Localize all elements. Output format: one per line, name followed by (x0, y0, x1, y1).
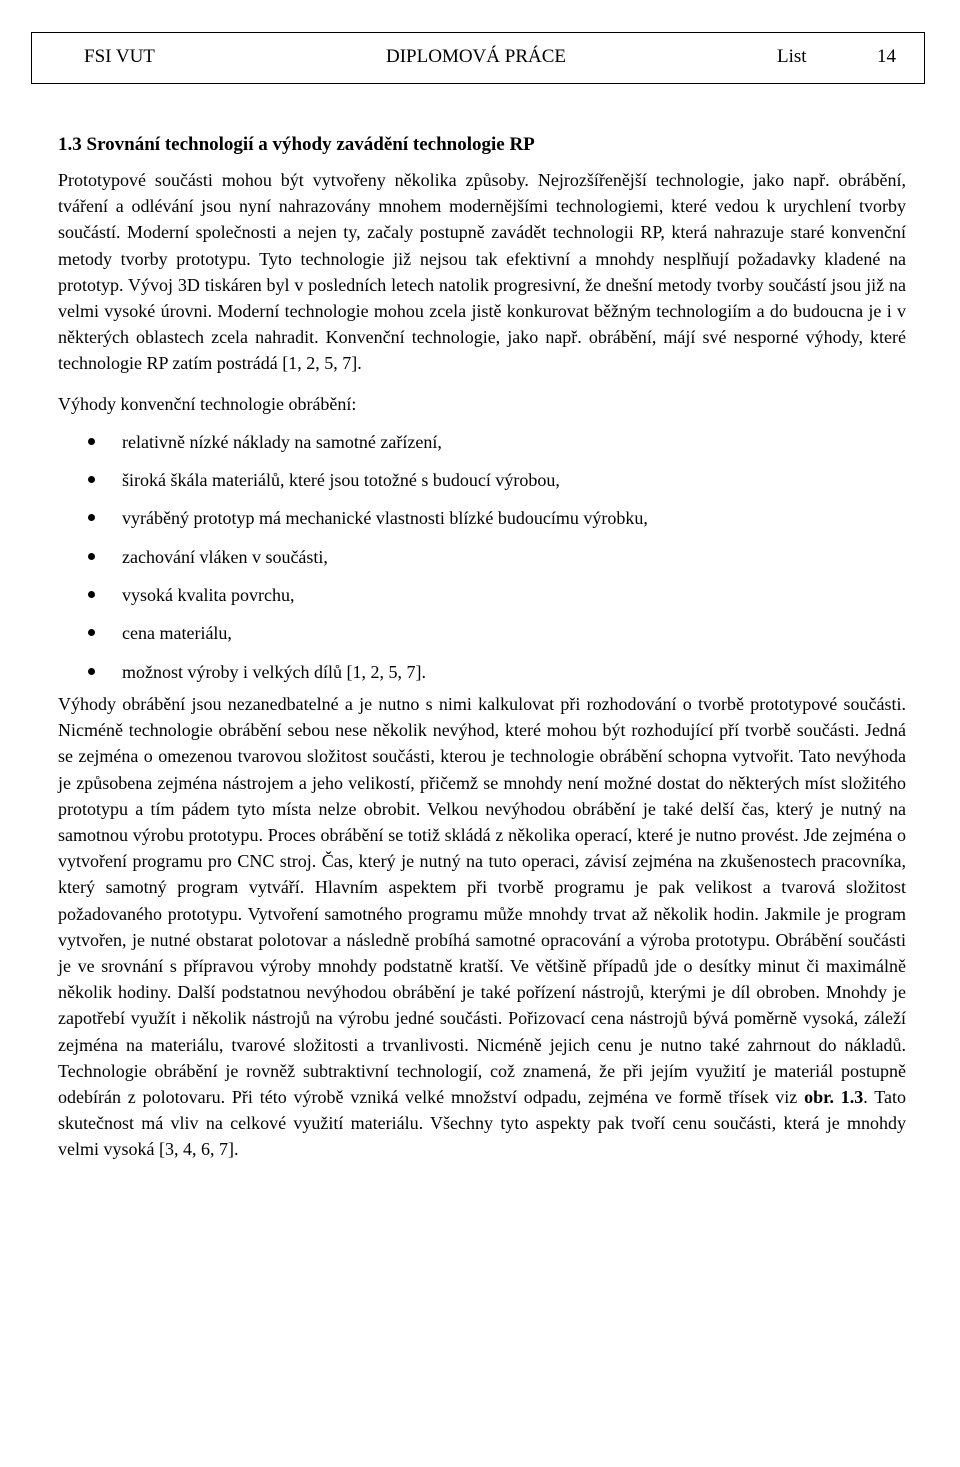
list-item (58, 467, 906, 505)
list-item-text: vysoká kvalita povrchu, (122, 585, 295, 606)
header-page-number: 14 (877, 46, 896, 67)
paragraph-text: Výhody obrábění jsou nezanedbatelné a je nutno s nimi kalkulovat při rozhodování o tvorbě prototypové součásti. Nicméně technologie obrábění sebou nese několik nevýhod, které mohou být rozhodující pří tvorbě součásti. Jedná se zejména o omezenou tvarovou složitost součásti, kterou je technologie obrábění schopna vytvořit. Tato nevýhoda je způsobena zejména nástrojem a jeho velikostí, přičemž se mnohdy není možné dostat do některých míst složitého prototypu a tím pádem tyto místa nelze obrobit. Velkou nevýhodou obrábění je také delší čas, který je nutný na samotnou výrobu prototypu. Proces obrábění se totiž skládá z několika operací, které je nutno provést. Jde zejména o vytvoření programu pro CNC stroj. Čas, který je nutný na tuto operaci, závisí zejména na zkušenostech pracovníka, který samotný program vytváří. Hlavním aspektem při tvorbě programu je pak velikost a tvarová složitost požadovaného prototypu. Vytvoření samotného programu může mnohdy trvat až několik hodin. Jakmile je program vytvořen, je nutné obstarat polotovar a následně probíhá samotné opracování a výroba prototypu. Obrábění součásti je ve srovnání s přípravou výroby mnohdy podstatně kratší. Ve většině případů jde o desítky minut či maximálně několik hodiny. Další podstatnou nevýhodou obrábění je také pořízení nástrojů, kterými je díl obroben. Mnohdy je zapotřebí využít i několik nástrojů na výrobu jedné součásti. Pořizovací cena nástrojů bývá poměrně vysoká, záleží zejména na materiálu, tvarové složitosti a trvanlivosti. Nicméně jejich cenu je nutno také zahrnout do nákladů. Technologie obrábění je rovněž subtraktivní technologií, což znamená, že při jejím využití je materiál postupně odebírán z polotovaru. Při této výrobě vzniká velké množství odpadu, zejména ve formě třísek viz (58, 693, 906, 1107)
header-faculty: FSI VUT (84, 46, 155, 67)
bullet-icon (88, 591, 95, 598)
bullet-icon (88, 438, 95, 445)
page-header (31, 32, 925, 84)
list-item-text: relativně nízké náklady na samotné zařízení, (122, 431, 442, 452)
bullet-icon (88, 514, 95, 521)
list-item (58, 429, 906, 467)
list-item (58, 620, 906, 658)
list-item-text: možnost výroby i velkých dílů [1, 2, 5, 7]. (122, 661, 426, 682)
list-item (58, 659, 906, 697)
page-content (58, 132, 906, 1163)
body-paragraph: Prototypové součásti mohou být vytvořeny několika způsoby. Nejrozšířenější technologie, jako např. obrábění, tváření a odlévání jsou nyní nahrazovány mnohem modernějšími technologiemi, které vedou k urychlení tvorby součástí. Moderní společnosti a nejen ty, začaly postupně zavádět technologii RP, která nahrazuje staré konvenční metody tvorby prototypu. Tyto technologie již nejsou tak efektivní a mnohdy nesplňují požadavky kladené na prototyp. Vývoj 3D tiskáren byl v posledních letech natolik progresivní, že dnešní metody tvorby součástí jsou již na velmi vysoké úrovni. Moderní technologie mohou zcela jistě konkurovat běžným technologiím a do budoucna je i v některých oblastech zcela nahradit. Konvenční technologie, jako např. obrábění, májí své nesporné výhody, které technologie RP zatím postrádá [1, 2, 5, 7]. (58, 170, 906, 374)
list-item-text: široká škála materiálů, které jsou totožné s budoucí výrobou, (122, 470, 560, 491)
list-intro: Výhody konvenční technologie obrábění: (58, 393, 357, 414)
list-item (58, 505, 906, 543)
header-list-label: List (777, 46, 807, 67)
bullet-icon (88, 668, 95, 675)
advantages-list (58, 429, 906, 697)
bullet-icon (88, 629, 95, 636)
list-item-text: cena materiálu, (122, 623, 232, 644)
bullet-icon (88, 553, 95, 560)
list-item (58, 544, 906, 582)
body-paragraph (58, 691, 906, 1163)
header-document-type: DIPLOMOVÁ PRÁCE (386, 46, 566, 67)
section-heading: 1.3 Srovnání technologií a výhody zavádění technologie RP (58, 134, 535, 155)
list-item-text: vyráběný prototyp má mechanické vlastnosti blízké budoucímu výrobku, (122, 508, 648, 529)
paragraph-text: . Tato skutečnost má vliv na celkové využití materiálu. Všechny tyto aspekty pak tvoří cenu součásti, která je mnohdy velmi vysoká [3, 4, 6, 7]. (58, 1086, 906, 1160)
bullet-icon (88, 476, 95, 483)
list-item (58, 582, 906, 620)
figure-reference: obr. 1.3 (804, 1086, 864, 1107)
list-item-text: zachování vláken v součásti, (122, 546, 328, 567)
